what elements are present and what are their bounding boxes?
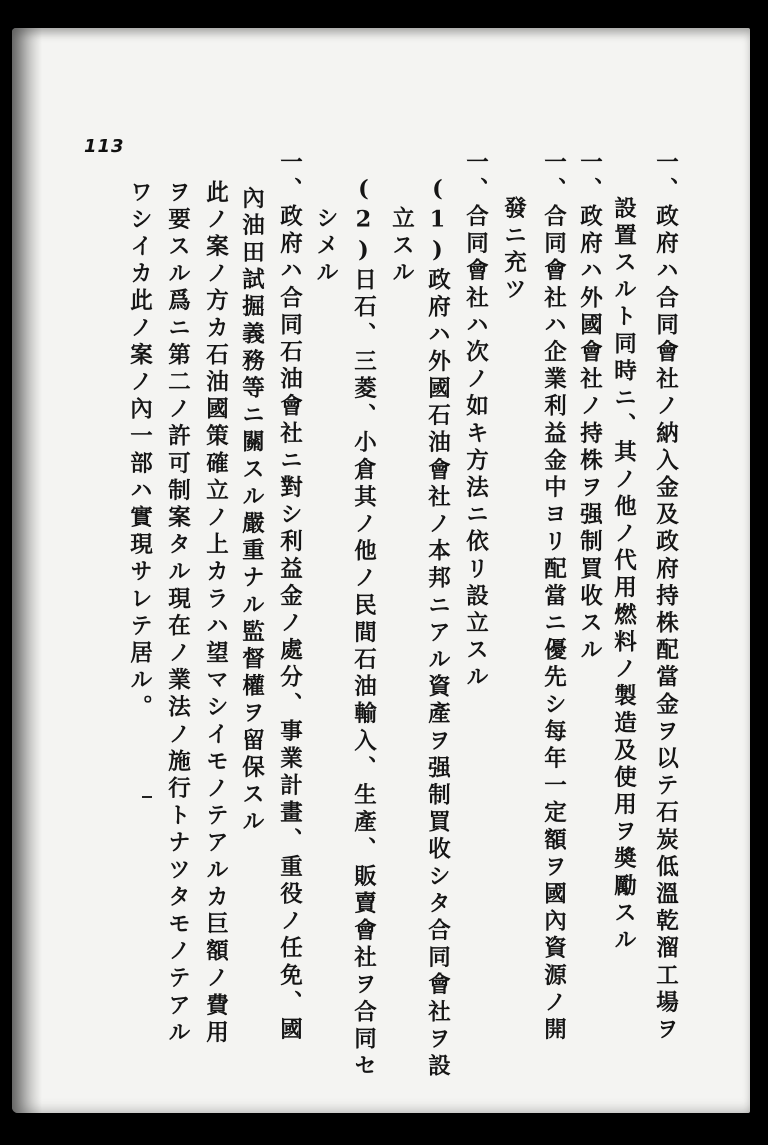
- text-column-15: ワシイカ此ノ案ノ內一部ハ實現サレテ居ル。: [126, 180, 153, 722]
- text-column-3: 一、政府ハ外國會社ノ持株ヲ强制買收スル: [576, 150, 603, 665]
- text-column-4: 一、合同會社ハ企業利益金中ヨリ配當ニ優先シ每年一定額ヲ國內資源ノ開: [540, 150, 567, 1045]
- text-column-14: ヲ要スル爲ニ第二ノ許可制案タル現在ノ業法ノ施行トナツタモノテアル: [164, 180, 191, 1048]
- text-column-8: 立スル: [388, 206, 415, 288]
- text-column-7: (1)政府ハ外國石油會社ノ本邦ニアル資產ヲ强制買收シタ合同會社ヲ設: [424, 176, 451, 1081]
- text-column-13: 此ノ案ノ方カ石油國策確立ノ上カラハ望マシイモノテアルカ巨額ノ費用: [202, 180, 229, 1048]
- text-column-1: 一、政府ハ合同會社ノ納入金及政府持株配當金ヲ以テ石炭低溫乾溜工場ヲ: [652, 150, 679, 1045]
- page-number: 113: [84, 136, 125, 157]
- text-column-6: 一、合同會社ハ次ノ如キ方法ニ依リ設立スル: [462, 150, 489, 692]
- text-column-2: 設置スルト同時ニ、其ノ他ノ代用燃料ノ製造及使用ヲ奬勵スル: [610, 196, 637, 955]
- text-column-9: (2)日石、三菱、小倉其ノ他ノ民間石油輸入、生產、販賣會社ヲ合同セ: [350, 176, 377, 1081]
- document-page: [12, 28, 750, 1113]
- text-column-10: シメル: [312, 206, 339, 288]
- margin-dash-mark: [142, 796, 152, 798]
- text-column-11: 一、政府ハ合同石油會社ニ對シ利益金ノ處分、事業計畫、重役ノ任免、國: [276, 150, 303, 1045]
- text-column-12: 內油田試掘義務等ニ關スル嚴重ナル監督權ヲ留保スル: [238, 186, 265, 837]
- text-column-5: 發ニ充ツ: [500, 196, 527, 305]
